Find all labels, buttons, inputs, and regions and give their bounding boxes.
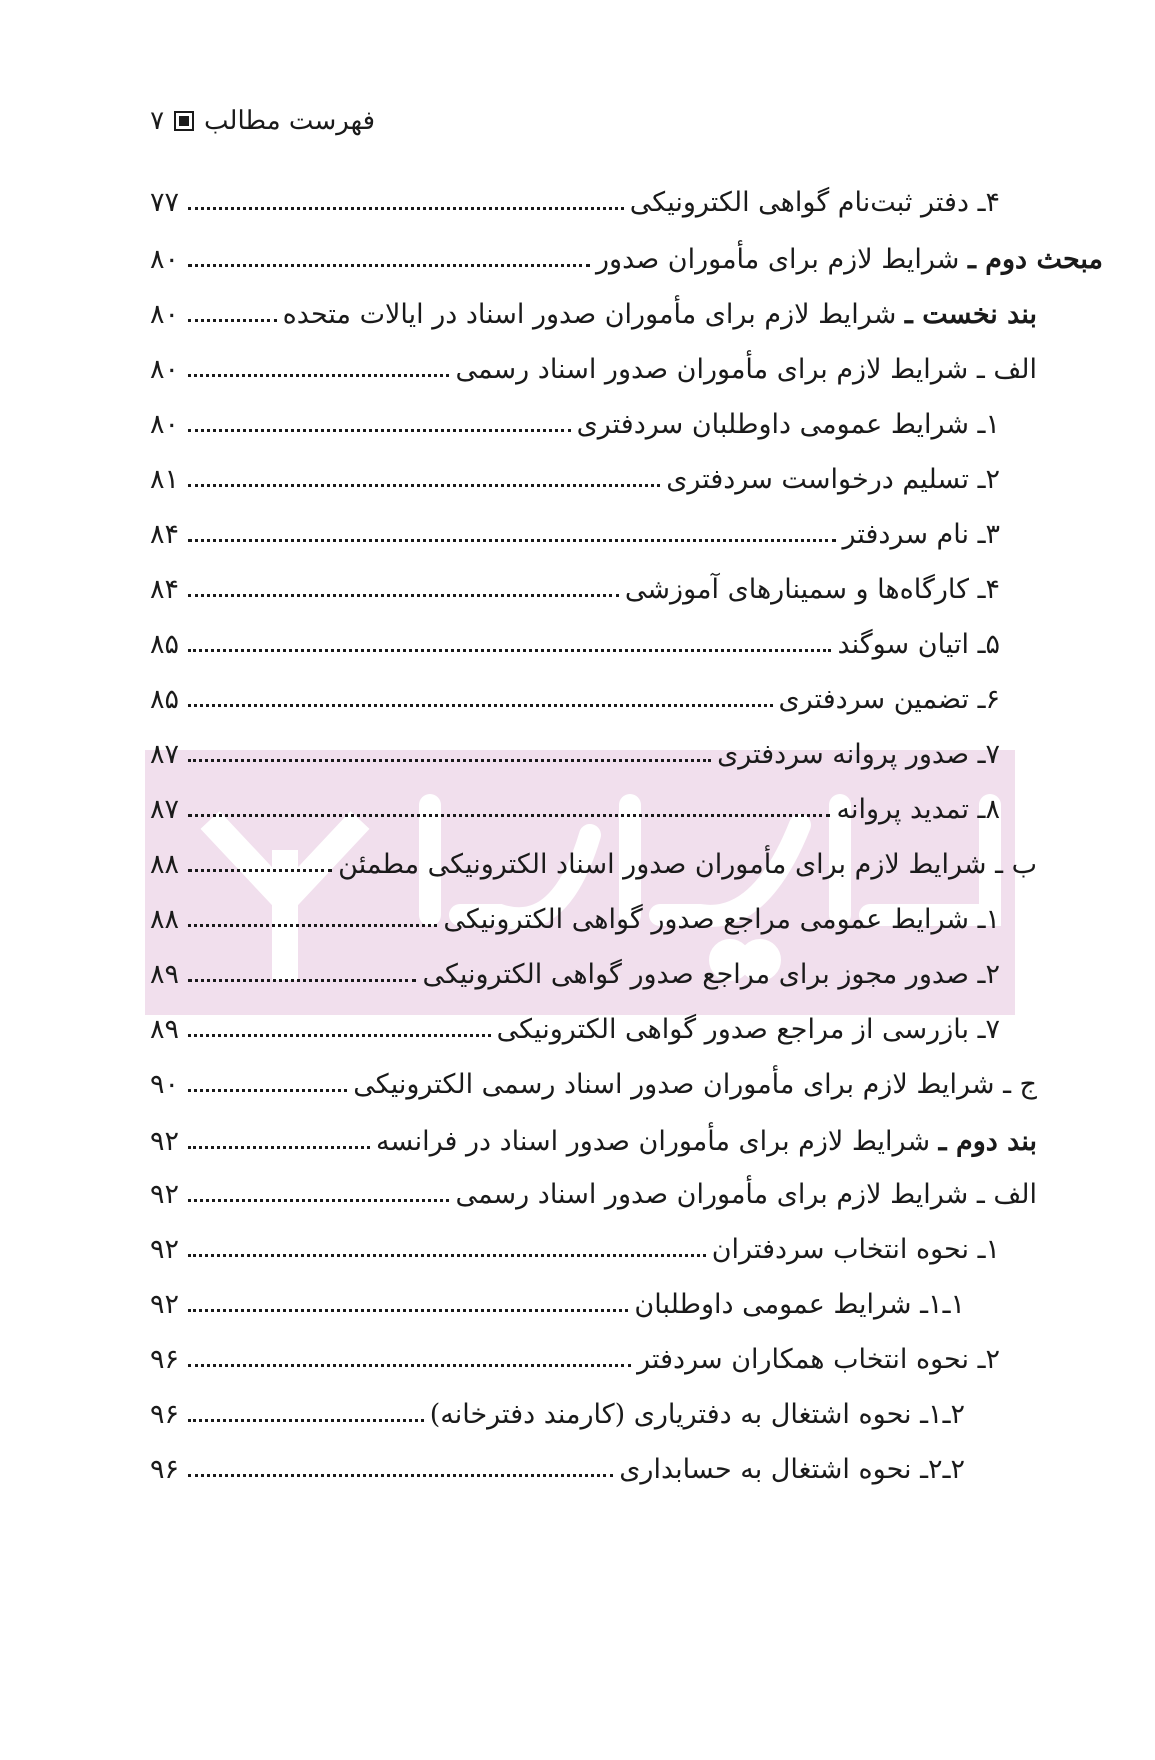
toc-entry-text: ۶ـ تضمین سردفتری [778, 683, 1000, 715]
dot-leader [188, 867, 332, 872]
toc-entry[interactable] [150, 569, 1000, 609]
toc-entry[interactable] [150, 294, 1037, 334]
toc-entry-heading-label: بند دوم ـ [938, 1125, 1037, 1157]
toc-entry-text: ۲ـ صدور مجوز برای مراجع صدور گواهی الکترونیکی [422, 958, 1000, 990]
toc-entry-heading-label: بند نخست ـ [904, 298, 1037, 330]
toc-entry[interactable] [150, 899, 1000, 939]
toc-entry[interactable] [150, 182, 1000, 222]
toc-entry[interactable] [150, 789, 1000, 829]
header-title: فهرست مطالب [204, 106, 375, 136]
dot-leader [188, 262, 590, 267]
toc-entry-text: ۱ـ نحوه انتخاب سردفتران [711, 1233, 1000, 1265]
toc-entry-title [634, 1289, 965, 1320]
dot-leader [188, 977, 416, 982]
toc-entry-text: الف ـ شرایط لازم برای مأموران صدور اسناد رسمی [455, 353, 1037, 385]
dot-leader [188, 1032, 491, 1037]
dot-leader [188, 1197, 449, 1202]
header-page-number: ۷ [150, 106, 165, 136]
toc-entry-title [625, 574, 1000, 605]
toc-entry-page-number: ۹۲ [150, 1178, 180, 1210]
toc-entry[interactable] [150, 1174, 1037, 1214]
toc-entry[interactable] [150, 349, 1037, 389]
toc-entry-title [455, 1179, 1037, 1210]
toc-entry-title [666, 464, 1000, 495]
toc-entry[interactable] [150, 1284, 965, 1324]
toc-entry-text: ۲ـ نحوه انتخاب همکاران سردفتر [637, 1343, 1000, 1375]
toc-entry-title [497, 1014, 1000, 1045]
toc-entry-page-number: ۸۱ [150, 463, 180, 495]
toc-entry-page-number: ۸۰ [150, 243, 180, 275]
toc-entry-text: شرایط لازم برای مأموران صدور [596, 243, 960, 275]
toc-entry-text: شرایط لازم برای مأموران صدور اسناد در ایالات متحده [282, 298, 897, 330]
toc-entry-title [637, 1344, 1000, 1375]
dot-leader [188, 205, 624, 210]
dot-leader [188, 1087, 347, 1092]
toc-entry-page-number: ۹۰ [150, 1068, 180, 1100]
dot-leader [188, 1362, 631, 1367]
toc-entry-text: ۲ـ تسلیم درخواست سردفتری [666, 463, 1000, 495]
dot-leader [188, 812, 830, 817]
dot-leader [188, 1252, 706, 1257]
toc-entry-page-number: ۸۰ [150, 298, 180, 330]
toc-entry-page-number: ۹۲ [150, 1288, 180, 1320]
toc-entry-page-number: ۸۹ [150, 958, 180, 990]
toc-entry[interactable] [150, 1009, 1000, 1049]
dot-leader [188, 1417, 424, 1422]
toc-entry-page-number: ۸۰ [150, 353, 180, 385]
dot-leader [188, 317, 277, 322]
toc-entry[interactable] [150, 514, 1000, 554]
toc-entry-page-number: ۸۸ [150, 848, 180, 880]
toc-entry-page-number: ۷۷ [150, 186, 180, 218]
toc-entry-title [338, 849, 1037, 880]
toc-entry-title [837, 629, 1000, 660]
toc-entry-text: ۲ـ۲ـ نحوه اشتغال به حسابداری [619, 1453, 965, 1485]
toc-entry[interactable] [150, 1064, 1037, 1104]
running-header [150, 106, 375, 136]
toc-entry-page-number: ۹۲ [150, 1125, 180, 1157]
dot-leader [188, 702, 773, 707]
toc-entry-title [630, 187, 1000, 218]
toc-entry-title [619, 1454, 965, 1485]
toc-entry-title [717, 739, 1000, 770]
toc-entry-heading-label: مبحث دوم ـ [967, 243, 1103, 275]
toc-entry[interactable] [150, 1121, 1037, 1161]
toc-entry[interactable] [150, 239, 1103, 279]
toc-entry[interactable] [150, 459, 1000, 499]
toc-entry-text: شرایط لازم برای مأموران صدور اسناد در فرانسه [376, 1125, 931, 1157]
toc-entry[interactable] [150, 624, 1000, 664]
toc-entry-text: ۵ـ اتیان سوگند [837, 628, 1000, 660]
toc-entry[interactable] [150, 404, 1000, 444]
toc-entry-page-number: ۸۷ [150, 793, 180, 825]
toc-entry-page-number: ۹۶ [150, 1343, 180, 1375]
toc-entry-title [455, 354, 1037, 385]
toc-entry[interactable] [150, 1339, 1000, 1379]
toc-entry-page-number: ۸۸ [150, 903, 180, 935]
toc-entry-title [779, 684, 1000, 715]
toc-entry-title [596, 244, 1103, 275]
toc-entry[interactable] [150, 1449, 965, 1489]
toc-entry-title [376, 1126, 1037, 1157]
toc-entry-text: الف ـ شرایط لازم برای مأموران صدور اسناد رسمی [455, 1178, 1037, 1210]
toc-entry-text: ۴ـ دفتر ثبت‌نام گواهی الکترونیکی [629, 186, 1000, 218]
dot-leader [188, 592, 619, 597]
toc-entry[interactable] [150, 844, 1037, 884]
dot-leader [188, 372, 449, 377]
toc-entry-text: ۸ـ تمدید پروانه [836, 793, 1000, 825]
square-bullet-icon [174, 111, 194, 131]
toc-entry-text: ج ـ شرایط لازم برای مأموران صدور اسناد رسمی الکترونیکی [353, 1068, 1037, 1100]
toc-entry-page-number: ۸۴ [150, 573, 180, 605]
toc-entry-text: ۱ـ۱ـ شرایط عمومی داوطلبان [634, 1288, 965, 1320]
dot-leader [188, 537, 836, 542]
toc-entry-title [430, 1399, 965, 1430]
toc-entry-page-number: ۸۵ [150, 628, 180, 660]
toc-entry-title [283, 299, 1037, 330]
toc-entry[interactable] [150, 734, 1000, 774]
dot-leader [188, 427, 571, 432]
toc-entry-text: ۷ـ صدور پروانه سردفتری [717, 738, 1000, 770]
toc-entry-page-number: ۹۶ [150, 1453, 180, 1485]
toc-entry-title [422, 959, 1000, 990]
toc-entry[interactable] [150, 1394, 965, 1434]
toc-entry-title [842, 519, 1000, 550]
toc-entry-title [712, 1234, 1000, 1265]
toc-entry-text: ۴ـ کارگاه‌ها و سمینارهای آموزشی [624, 573, 1000, 605]
toc-entry-text: ب ـ شرایط لازم برای مأموران صدور اسناد الکترونیکی مطمئن [338, 848, 1037, 880]
toc-entry-title [443, 904, 1000, 935]
toc-entry-title [836, 794, 1000, 825]
dot-leader [188, 1144, 370, 1149]
toc-entry-page-number: ۹۶ [150, 1398, 180, 1430]
toc-entry-page-number: ۸۷ [150, 738, 180, 770]
toc-entry-page-number: ۸۴ [150, 518, 180, 550]
dot-leader [188, 757, 711, 762]
dot-leader [188, 647, 831, 652]
dot-leader [188, 1472, 613, 1477]
toc-entry-text: ۱ـ شرایط عمومی داوطلبان سردفتری [576, 408, 1000, 440]
toc-entry-page-number: ۸۰ [150, 408, 180, 440]
dot-leader [188, 922, 437, 927]
toc-entry-text: ۳ـ نام سردفتر [842, 518, 1000, 550]
dot-leader [188, 1307, 628, 1312]
toc-entry-title [353, 1069, 1037, 1100]
toc-entry-page-number: ۸۹ [150, 1013, 180, 1045]
toc-entry[interactable] [150, 679, 1000, 719]
toc-entry-page-number: ۸۵ [150, 683, 180, 715]
dot-leader [188, 482, 660, 487]
toc-entry-title [577, 409, 1000, 440]
toc-entry[interactable] [150, 954, 1000, 994]
toc-entry[interactable] [150, 1229, 1000, 1269]
toc-entry-text: ۷ـ بازرسی از مراجع صدور گواهی الکترونیکی [496, 1013, 1000, 1045]
toc-entry-text: ۲ـ۱ـ نحوه اشتغال به دفتریاری (کارمند دفترخانه) [429, 1398, 965, 1430]
toc-entry-page-number: ۹۲ [150, 1233, 180, 1265]
toc-entry-text: ۱ـ شرایط عمومی مراجع صدور گواهی الکترونیکی [443, 903, 1000, 935]
